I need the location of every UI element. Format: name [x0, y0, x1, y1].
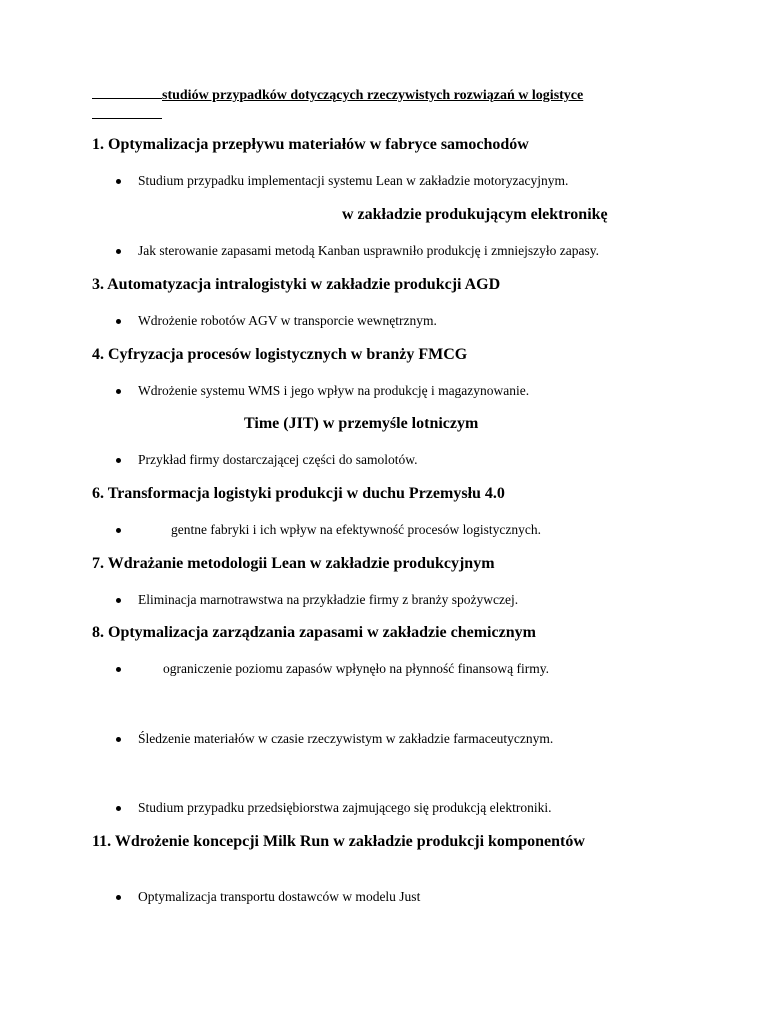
title-underline-blank	[92, 118, 162, 119]
section-heading: 8. Optymalizacja zarządzania zapasami w zakładzie chemicznym	[92, 624, 536, 641]
section-heading: w zakładzie produkującym elektronikę	[342, 206, 608, 223]
bullet-text: Studium przypadku implementacji systemu Lean w zakładzie motoryzacyjnym.	[138, 173, 569, 188]
title-blank	[92, 86, 162, 99]
bullet-text: Eliminacja marnotrawstwa na przykładzie firmy z branży spożywczej.	[138, 592, 519, 607]
section-heading: 7. Wdrażanie metodologii Lean w zakładzie produkcyjnym	[92, 555, 495, 572]
title-text: studiów przypadków dotyczących rzeczywistych rozwiązań w logistyce	[162, 88, 584, 103]
bullet-icon	[116, 895, 121, 900]
bullet-text: Przykład firmy dostarczającej części do samolotów.	[138, 452, 418, 467]
bullet-icon	[116, 598, 121, 603]
bullet-icon	[116, 737, 121, 742]
bullet-text: gentne fabryki i ich wpływ na efektywność procesów logistycznych.	[171, 522, 542, 537]
bullet-icon	[116, 667, 121, 672]
section-heading: 11. Wdrożenie koncepcji Milk Run w zakładzie produkcji komponentów	[92, 833, 585, 850]
bullet-icon	[116, 806, 121, 811]
bullet-text: Studium przypadku przedsiębiorstwa zajmującego się produkcją elektroniki.	[138, 800, 552, 815]
section-heading: 1. Optymalizacja przepływu materiałów w fabryce samochodów	[92, 136, 529, 153]
bullet-icon	[116, 528, 121, 533]
bullet-icon	[116, 319, 121, 324]
bullet-text: Optymalizacja transportu dostawców w modelu Just	[138, 889, 421, 904]
bullet-text: Wdrożenie systemu WMS i jego wpływ na produkcję i magazynowanie.	[138, 383, 530, 398]
section-heading: 6. Transformacja logistyki produkcji w duchu Przemysłu 4.0	[92, 485, 505, 502]
document-title	[92, 86, 583, 104]
bullet-icon	[116, 179, 121, 184]
bullet-text: Jak sterowanie zapasami metodą Kanban usprawniło produkcję i zmniejszyło zapasy.	[138, 243, 599, 258]
bullet-icon	[116, 458, 121, 463]
bullet-text: Wdrożenie robotów AGV w transporcie wewnętrznym.	[138, 313, 437, 328]
bullet-icon	[116, 389, 121, 394]
bullet-text: ograniczenie poziomu zapasów wpłynęło na płynność finansową firmy.	[163, 661, 550, 676]
section-heading: Time (JIT) w przemyśle lotniczym	[244, 415, 479, 432]
section-heading: 3. Automatyzacja intralogistyki w zakładzie produkcji AGD	[92, 276, 501, 293]
bullet-icon	[116, 249, 121, 254]
section-heading: 4. Cyfryzacja procesów logistycznych w branży FMCG	[92, 346, 468, 363]
bullet-text: Śledzenie materiałów w czasie rzeczywistym w zakładzie farmaceutycznym.	[138, 731, 554, 746]
